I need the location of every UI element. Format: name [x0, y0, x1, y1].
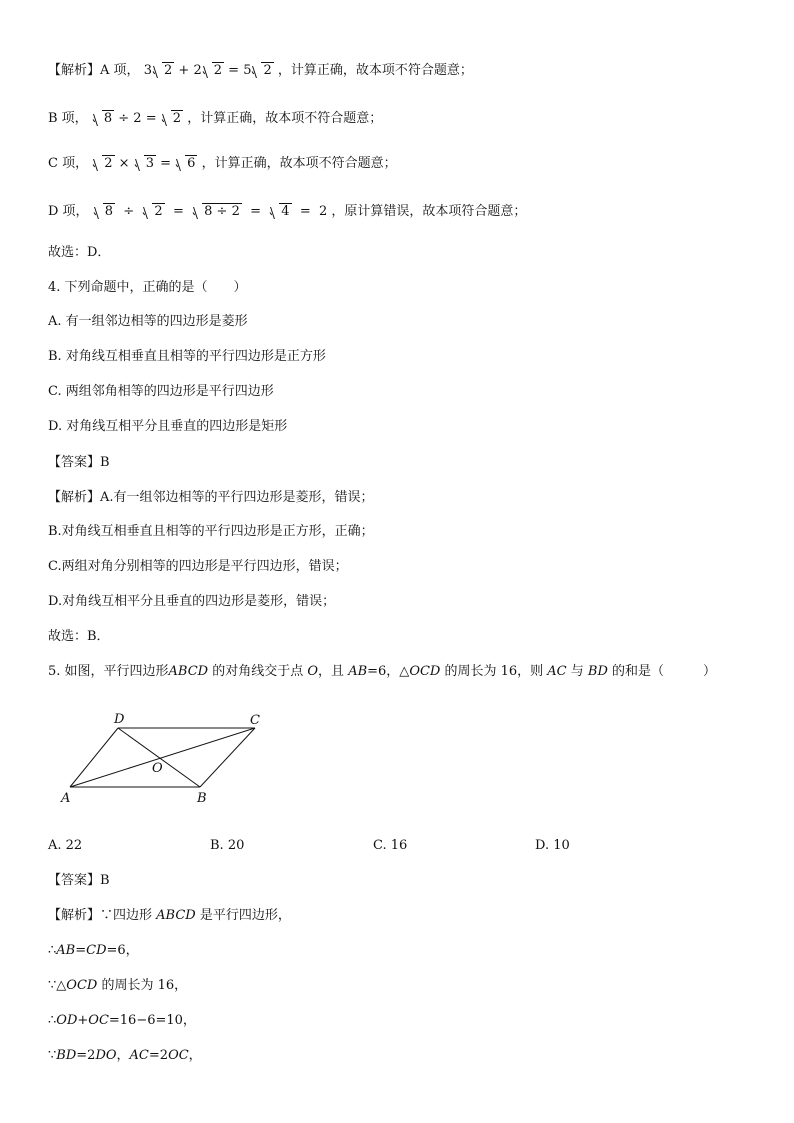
label-b: B [197, 791, 207, 806]
analysis-var: OC [88, 1013, 109, 1028]
option-prefix: B 项， [48, 111, 88, 126]
option-suffix: ，计算正确，故本项不符合题意； [201, 156, 397, 171]
radicand: 6 [187, 156, 196, 171]
q5-answer: 【答案】B [48, 873, 110, 888]
operator: × [118, 156, 130, 171]
coefficient: 2 [193, 63, 202, 78]
q5-analysis-line-2 [48, 942, 139, 960]
analysis-text: ∴ [48, 1013, 57, 1028]
analysis-text: + [77, 1013, 89, 1028]
option-prefix: D 项， [48, 204, 89, 219]
operator: = [172, 204, 184, 219]
q4-choice: 故选：B． [48, 629, 110, 644]
analysis-var: AB [56, 943, 76, 958]
analysis-text: 【解析】∵四边形 [48, 908, 157, 923]
stem-text: 5. 如图，平行四边形 [48, 664, 169, 679]
q5-analysis-line-3 [48, 977, 187, 995]
sqrt-symbol [143, 203, 164, 221]
sqrt-symbol [270, 203, 291, 221]
analysis-var: DO [95, 1048, 117, 1063]
operator: + [178, 63, 190, 78]
coefficient: 5 [243, 63, 252, 78]
q4-stem: 4. 下列命题中，正确的是（ ） [48, 280, 247, 295]
math-expression [93, 204, 332, 219]
analysis-text: =2 [148, 1048, 169, 1063]
q5-option-c: C. 16 [373, 838, 408, 853]
operator: = [145, 111, 157, 126]
q5-analysis-line-5 [48, 1047, 202, 1065]
stem-text: ，且 [318, 664, 349, 679]
label-o: O [152, 761, 163, 776]
analysis-var: OC [168, 1048, 189, 1063]
q4-answer: 【答案】B [48, 455, 110, 470]
math-expression [92, 111, 187, 126]
math-expression [92, 156, 201, 171]
stem-text: 的对角线交于点 [208, 664, 308, 679]
radicand: 8 [104, 204, 113, 219]
coefficient: 3 [143, 63, 152, 78]
radicand: 2 [163, 63, 173, 78]
q3-analysis-d [48, 203, 526, 221]
sqrt-symbol [252, 62, 273, 80]
q4-option-a: A. 有一组邻边相等的四边形是菱形 [48, 314, 248, 329]
stem-text: 与 [566, 664, 588, 679]
q5-option-b: B. 20 [210, 838, 245, 853]
radicand: 8 ÷ 2 [204, 204, 240, 219]
stem-text: =6，△ [367, 664, 410, 679]
analysis-var: OCD [66, 978, 98, 993]
q4-analysis-line: 【解析】A.有一组邻边相等的平行四边形是菱形，错误； [48, 490, 374, 505]
stem-text: 的周长为 16，则 [440, 664, 548, 679]
operator: = [228, 63, 240, 78]
analysis-text: ∴ [48, 943, 57, 958]
radicand: 3 [145, 156, 154, 171]
option-prefix: C 项， [48, 156, 89, 171]
analysis-var: CD [86, 943, 107, 958]
radicand: 2 [172, 111, 182, 126]
parallelogram-figure [55, 708, 285, 808]
analysis-var: OD [56, 1013, 78, 1028]
operator: ÷ [123, 204, 135, 219]
radicand: 2 [213, 63, 222, 78]
sqrt-symbol [135, 155, 156, 173]
label-d: D [114, 712, 125, 727]
operator: = [160, 156, 172, 171]
stem-var: O [307, 664, 319, 679]
option-suffix: ，原计算错误，故本项符合题意； [331, 204, 527, 219]
analysis-text: =2 [76, 1048, 96, 1063]
q4-option-b: B. 对角线互相垂直且相等的平行四边形是正方形 [48, 349, 326, 364]
option-prefix: A 项， [100, 63, 140, 78]
label-a: A [61, 791, 71, 806]
sqrt-symbol [176, 155, 197, 173]
operator: = [250, 204, 262, 219]
sqrt-symbol [93, 110, 114, 128]
q3-analysis-c [48, 155, 397, 173]
analysis-text: 是平行四边形， [195, 908, 291, 923]
analysis-tag: 【解析】 [48, 63, 101, 78]
q3-analysis-b [48, 110, 382, 128]
stem-var: AB [348, 664, 368, 679]
stem-var: BD [587, 664, 608, 679]
analysis-var: BD [56, 1048, 77, 1063]
diagonal-bd [118, 728, 200, 787]
sqrt-symbol [203, 62, 224, 80]
sqrt-symbol [193, 203, 242, 221]
q3-analysis-a [48, 62, 473, 80]
number: 2 [133, 111, 142, 126]
side-da [70, 728, 118, 787]
q5-option-a: A. 22 [48, 838, 83, 853]
analysis-text: ∵△ [48, 978, 67, 993]
q4-analysis-line: D.对角线互相平分且垂直的四边形是菱形，错误； [48, 594, 336, 609]
option-suffix: ，计算正确，故本项不符合题意； [277, 63, 473, 78]
q5-option-d: D. 10 [535, 838, 570, 853]
sqrt-symbol [94, 203, 115, 221]
analysis-var: ABCD [156, 908, 196, 923]
stem-var: ABCD [168, 664, 209, 679]
q4-analysis-line: C.两组对角分别相等的四边形是平行四边形，错误； [48, 559, 348, 574]
analysis-text: ∵ [48, 1048, 57, 1063]
analysis-text: = [75, 943, 87, 958]
analysis-text: ， [188, 1048, 202, 1063]
operator: = [299, 204, 311, 219]
stem-var: AC [547, 664, 567, 679]
stem-text: 的和是（ ） [607, 664, 717, 679]
number: 2 [319, 204, 328, 219]
analysis-var: AC [129, 1048, 149, 1063]
option-suffix: ，计算正确，故本项不符合题意； [187, 111, 383, 126]
analysis-text: 的周长为 16， [97, 978, 188, 993]
q3-choice: 故选：D． [48, 245, 111, 260]
sqrt-symbol [153, 62, 174, 80]
radicand: 4 [281, 204, 290, 219]
radicand: 2 [154, 204, 163, 219]
radicand: 8 [103, 111, 113, 126]
q5-analysis-line-1 [48, 907, 291, 925]
analysis-text: =6， [106, 943, 139, 958]
analysis-text: =16−6=10， [108, 1013, 196, 1028]
radicand: 2 [104, 156, 113, 171]
q4-analysis-line: B.对角线互相垂直且相等的平行四边形是正方形，正确； [48, 524, 374, 539]
q5-stem [48, 663, 716, 681]
q5-analysis-line-4 [48, 1012, 196, 1030]
math-expression [144, 63, 278, 78]
sqrt-symbol [93, 155, 114, 173]
label-c: C [250, 713, 260, 728]
q4-option-c: C. 两组邻角相等的四边形是平行四边形 [48, 384, 274, 399]
sqrt-symbol [162, 110, 183, 128]
q4-option-d: D. 对角线互相平分且垂直的四边形是矩形 [48, 419, 288, 434]
analysis-text: ， [116, 1048, 130, 1063]
stem-var: OCD [409, 664, 441, 679]
radicand: 2 [263, 63, 272, 78]
operator: ÷ [118, 111, 130, 126]
